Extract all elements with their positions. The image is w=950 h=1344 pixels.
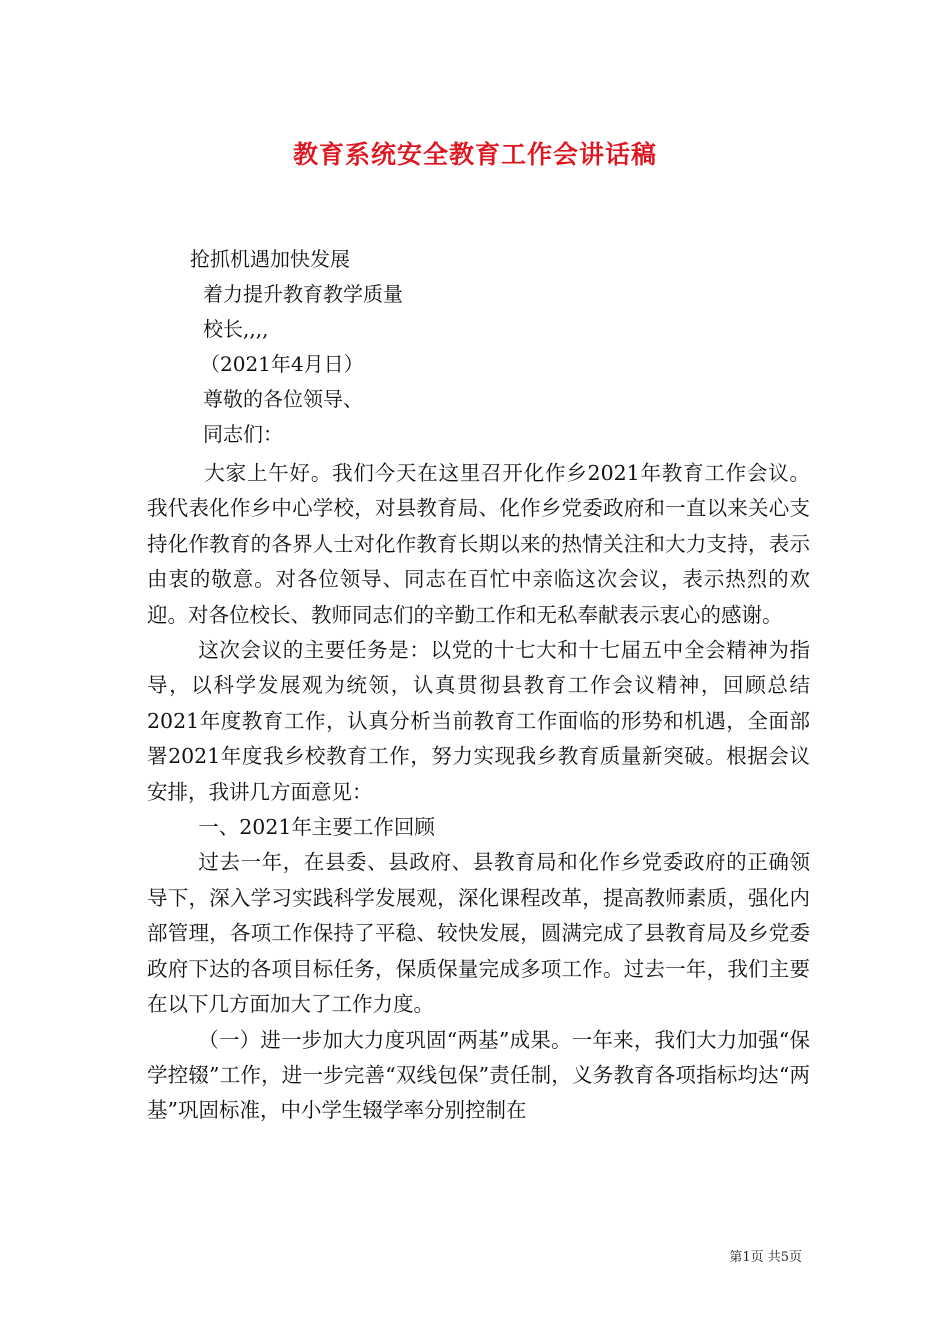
header-line-3: 校长,,,,	[203, 317, 269, 341]
page-number: 第1页 共5页	[729, 1250, 802, 1265]
paragraph: 这次会议的主要任务是：以党的十七大和十七届五中全会精神为指导，以科学发展观为统领，认真贯彻县教育工作会议精神，回顾总结2021年度教育工作，认真分析当前教育工作面临的形势和机遇，全面部署2021年度我乡校教育工作，努力实现我乡教育质量新突破。根据会议安排，我讲几方面意见：	[147, 638, 810, 804]
header-line-comrades: 同志们：	[203, 422, 283, 446]
section-heading: 一、2021年主要工作回顾	[198, 815, 435, 840]
header-line-date: （2021年4月日）	[200, 352, 364, 376]
document-body	[147, 456, 810, 1129]
header-line-2: 着力提升教育教学质量	[203, 282, 403, 306]
document-title: 教育系统安全教育工作会讲话稿	[292, 140, 657, 169]
header-line-salutation: 尊敬的各位领导、	[203, 387, 363, 411]
header-line-1: 抢抓机遇加快发展	[190, 247, 350, 271]
paragraph: 过去一年，在县委、县政府、县教育局和化作乡党委政府的正确领导下，深入学习实践科学发展观，深化课程改革，提高教师素质，强化内部管理，各项工作保持了平稳、较快发展，圆满完成了县教育局及乡党委政府下达的各项目标任务，保质保量完成多项工作。过去一年，我们主要在以下几方面加大了工作力度。	[147, 850, 810, 1017]
paragraph: （一）进一步加大力度巩固“两基”成果。一年来，我们大力加强“保学控辍”工作，进一步完善“双线包保”责任制，义务教育各项指标均达“两基”巩固标准，中小学生辍学率分别控制在	[147, 1027, 810, 1123]
paragraph: 大家上午好。我们今天在这里召开化作乡2021年教育工作会议。我代表化作乡中心学校，对县教育局、化作乡党委政府和一直以来关心支持化作教育的各界人士对化作教育长期以来的热情关注和大力支持，表示由衷的敬意。对各位领导、同志在百忙中亲临这次会议，表示热烈的欢迎。对各位校长、教师同志们的辛勤工作和无私奉献表示衷心的感谢。	[147, 461, 810, 627]
